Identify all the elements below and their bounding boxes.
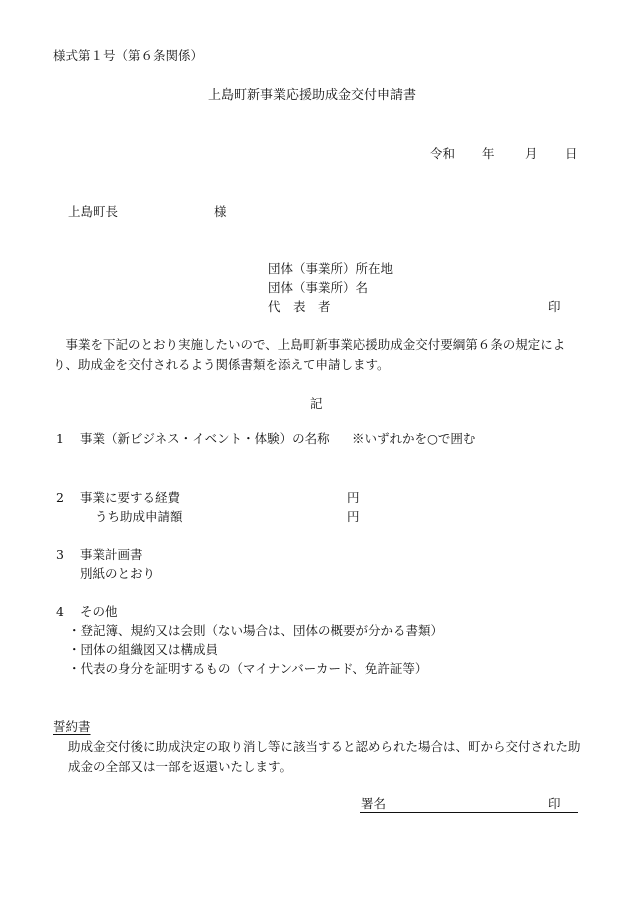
record-heading: 記 — [310, 396, 323, 411]
item-1-number: 1 — [56, 431, 64, 446]
signature-line — [360, 812, 578, 813]
item-1-note: ※いずれかを○で囲む — [352, 431, 476, 446]
form-number: 様式第１号（第６条関係） — [53, 48, 204, 63]
item-2-unit: 円 — [347, 490, 360, 505]
signature-seal-mark: 印 — [548, 796, 561, 811]
item-4-label: その他 — [80, 604, 118, 619]
pledge-body: 助成金交付後に助成決定の取り消し等に該当すると認められた場合は、町から交付された助成金の全部又は一部を返還いたします。 — [68, 739, 581, 774]
pledge-title: 誓約書 — [53, 719, 91, 734]
item-4-number: 4 — [56, 604, 64, 619]
date-month: 月 — [525, 146, 538, 161]
applicant-address-label: 団体（事業所）所在地 — [268, 261, 394, 276]
item-4-bullet-3: ・代表の身分を証明するもの（マイナンバーカード、免許証等） — [68, 661, 428, 676]
date-year: 年 — [482, 146, 495, 161]
item-3-sub-label: 別紙のとおり — [80, 566, 156, 581]
date-day: 日 — [565, 146, 578, 161]
item-4-bullet-2: ・団体の組織図又は構成員 — [68, 642, 219, 657]
applicant-representative-label: 代 表 者 — [268, 299, 331, 314]
item-2-sub-unit: 円 — [347, 509, 360, 524]
item-1-label: 事業（新ビジネス・イベント・体験）の名称 — [80, 431, 330, 446]
applicant-seal-mark: 印 — [548, 299, 561, 314]
applicant-name-label: 団体（事業所）名 — [268, 280, 369, 295]
addressee-name: 上島町長 — [68, 204, 119, 219]
item-3-label: 事業計画書 — [80, 547, 143, 562]
item-4-bullet-1: ・登記簿、規約又は会則（ない場合は、団体の概要が分かる書類） — [68, 623, 444, 638]
signature-label: 署名 — [361, 796, 387, 811]
intro-paragraph: 事業を下記のとおり実施したいので、上島町新事業応援助成金交付要綱第６条の規定により、助成金を交付されるよう関係書類を添えて申請します。 — [53, 337, 566, 372]
item-2-number: 2 — [56, 490, 64, 505]
item-2-label: 事業に要する経費 — [80, 490, 181, 505]
item-3-number: 3 — [56, 547, 64, 562]
item-2-sub-label: うち助成申請額 — [95, 509, 183, 524]
document-title: 上島町新事業応援助成金交付申請書 — [208, 88, 417, 103]
addressee-honorific: 様 — [214, 204, 227, 219]
date-era: 令和 — [430, 146, 456, 161]
